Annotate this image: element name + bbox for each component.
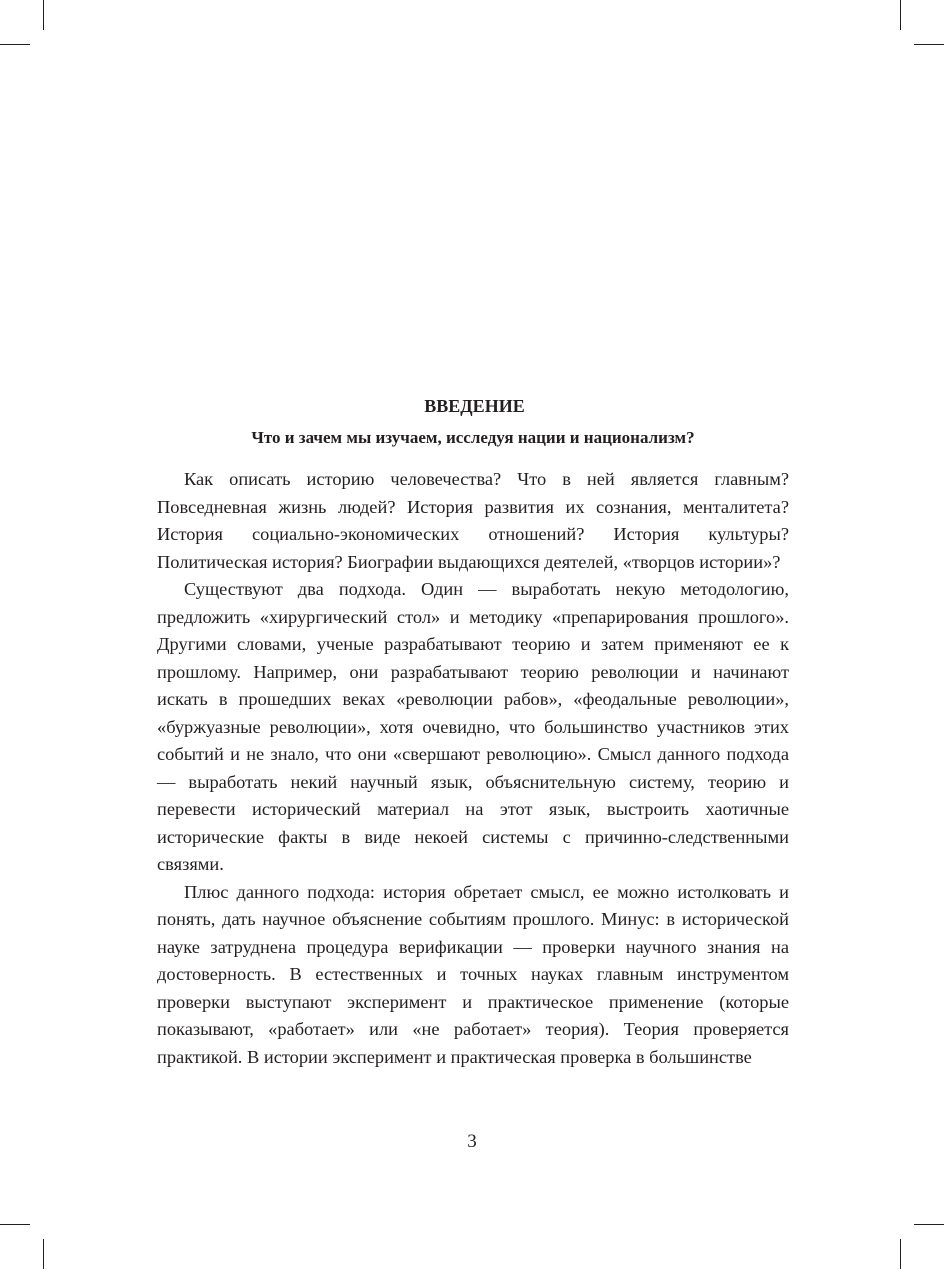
chapter-title: ВВЕДЕНИЕ [424, 396, 525, 416]
page-content [157, 392, 789, 1071]
crop-mark-top-right-vertical [900, 0, 901, 30]
crop-mark-bottom-left-vertical [43, 1239, 44, 1269]
crop-mark-bottom-left-horizontal [0, 1224, 30, 1225]
crop-mark-top-left-horizontal [0, 44, 30, 45]
chapter-subtitle: Что и зачем мы изучаем, исследуя нации и национализм? [251, 428, 695, 447]
paragraph: Как описать историю человечества? Что в ней является главным? Повседневная жизнь людей? История развития их сознания, менталитета? История социально-экономических отношений? История культуры? Политическая история? Биографии выдающихся деятелей, «творцов истории»? [157, 469, 789, 572]
paragraph: Плюс данного подхода: история обретает смысл, ее можно истолковать и понять, дать научное объяснение событиям прошлого. Минус: в исторической науке затруднена процедура верификации — проверки научного знания на достоверность. В естественных и точных науках главным инструментом проверки выступают эксперимент и практическое применение (которые показывают, «работает» или «не работает» теория). Теория проверяется практикой. В истории эксперимент и практическая проверка в большинстве [157, 881, 789, 1067]
crop-mark-top-left-vertical [43, 0, 44, 30]
paragraph: Существуют два подхода. Один — выработать некую методологию, предложить «хирургический стол» и методику «препарирования прошлого». Другими словами, ученые разрабатывают теорию и затем применяют ее к прошлому. Например, они разрабатывают теорию революции и начинают искать в прошедших веках «революции рабов», «феодальные революции», «буржуазные революции», хотя очевидно, что большинство участников этих событий и не знало, что они «свершают революцию». Смысл данного подхода — выработать некий научный язык, объяснительную систему, теорию и перевести исторический материал на этот язык, выстроить хаотичные исторические факты в виде некоей системы с причинно-следственными связями. [157, 579, 789, 874]
crop-mark-bottom-right-horizontal [914, 1224, 944, 1225]
body-text [157, 466, 789, 1071]
page-number: 3 [467, 1131, 477, 1152]
crop-mark-top-right-horizontal [914, 44, 944, 45]
crop-mark-bottom-right-vertical [900, 1239, 901, 1269]
